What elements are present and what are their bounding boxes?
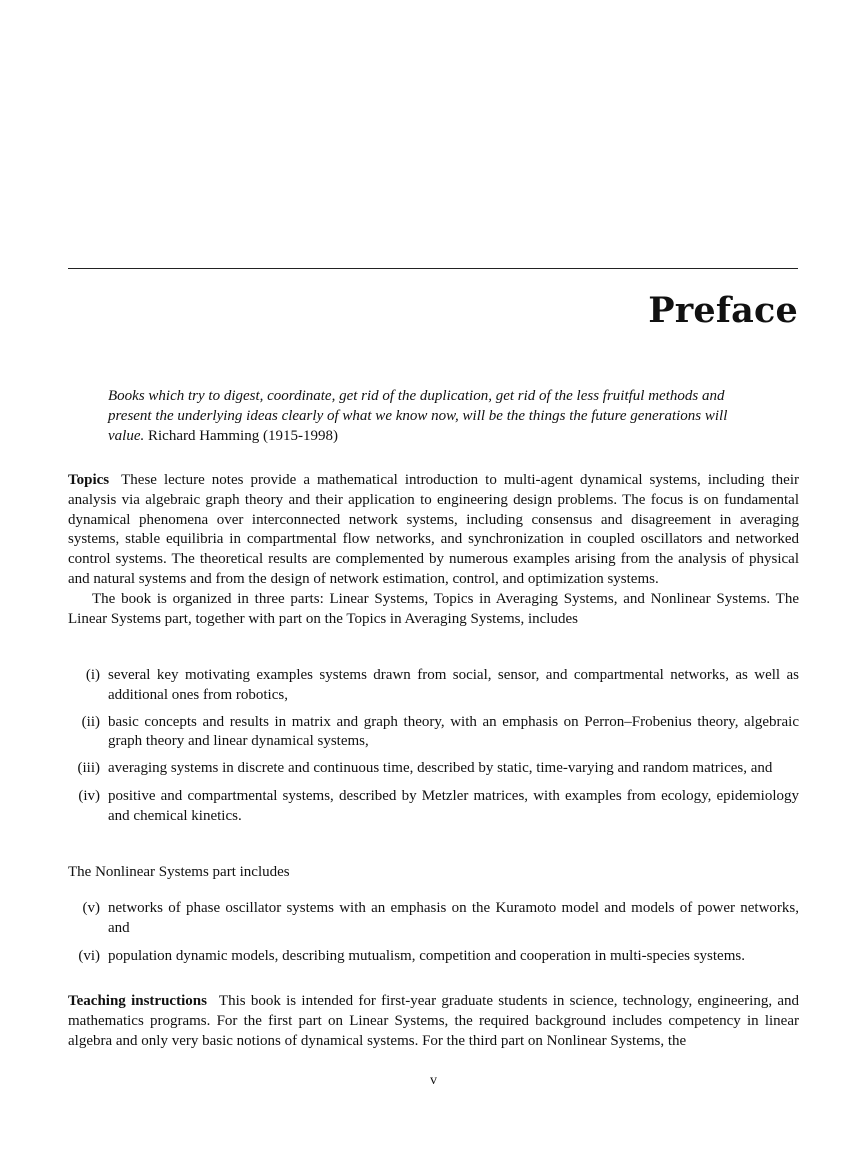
teaching-heading: Teaching instructions (68, 993, 207, 1009)
epigraph-text: Books which try to digest, coordinate, get rid of the duplication, get rid of the less fruitful methods and present the underlying ideas clearly of what we know now, will be the things the future generations will value. (108, 388, 728, 444)
list-item-text: averaging systems in discrete and continuous time, described by static, time-varying and random matrices, and (108, 760, 773, 777)
nonlinear-intro (68, 863, 799, 883)
topics-para1-text: These lecture notes provide a mathematical introduction to multi-agent dynamical systems, including their analysis via algebraic graph theory and their application to engineering design problems. The focus is on fundamental dynamical phenomena over interconnected network systems, including consensus and disagreement in averaging systems, stable equilibria in compartmental flow networks, and synchronization in coupled oscillators and networked control systems. The theoretical results are complemented by numerous examples arising from the analysis of physical and natural systems and from the design of network estimation, control, and optimization systems. (68, 472, 799, 587)
list-item-number: (vi) (78, 947, 100, 964)
list-item-number: (v) (82, 900, 100, 916)
teaching-paragraph (68, 992, 799, 1051)
nonlinear-intro-text: The Nonlinear Systems part includes (68, 864, 290, 880)
list-item (68, 787, 799, 827)
list-item-number: (i) (85, 667, 100, 683)
chapter-rule (68, 268, 798, 269)
list-item-text: population dynamic models, describing mutualism, competition and cooperation in multi-species systems. (108, 947, 745, 964)
list-item-text: positive and compartmental systems, described by Metzler matrices, with examples from ecology, epidemiology and chemical kinetics. (108, 787, 799, 824)
list-item (68, 899, 799, 939)
list-item (68, 666, 799, 706)
list-nonlinear (68, 899, 799, 966)
list-item-number: (iii) (77, 760, 100, 777)
list-item-text: several key motivating examples systems drawn from social, sensor, and compartmental networks, as well as additional ones from robotics, (108, 667, 799, 703)
list-linear (68, 666, 799, 827)
list-item-number: (ii) (81, 713, 100, 730)
list-item (68, 759, 799, 779)
topics-paragraph-1 (68, 471, 799, 590)
epigraph (108, 387, 763, 446)
list-item-text: networks of phase oscillator systems with an emphasis on the Kuramoto model and models of power networks, and (108, 900, 799, 936)
topics-heading: Topics (68, 472, 110, 488)
list-item (68, 713, 799, 753)
teaching-section (68, 992, 799, 1051)
page-number: v (430, 1073, 437, 1088)
chapter-title: Preface (648, 290, 798, 331)
list-item-text: basic concepts and results in matrix and graph theory, with an emphasis on Perron–Frobenius theory, algebraic graph theory and linear dynamical systems, (108, 713, 799, 750)
topics-section (68, 471, 799, 629)
list-item-number: (iv) (78, 787, 100, 804)
epigraph-author: Richard Hamming (1915-1998) (147, 427, 338, 444)
teaching-text: This book is intended for first-year graduate students in science, technology, engineering, and mathematics programs. For the first part on Linear Systems, the required background includes competency in linear algebra and only very basic notions of dynamical systems. For the third part on Nonlinear Systems, the (68, 993, 799, 1049)
list-item (68, 947, 799, 967)
topics-paragraph-2: The book is organized in three parts: Linear Systems, Topics in Averaging Systems, and Nonlinear Systems. The Linear Systems part, together with part on the Topics in Averaging Systems, includes (68, 590, 799, 627)
